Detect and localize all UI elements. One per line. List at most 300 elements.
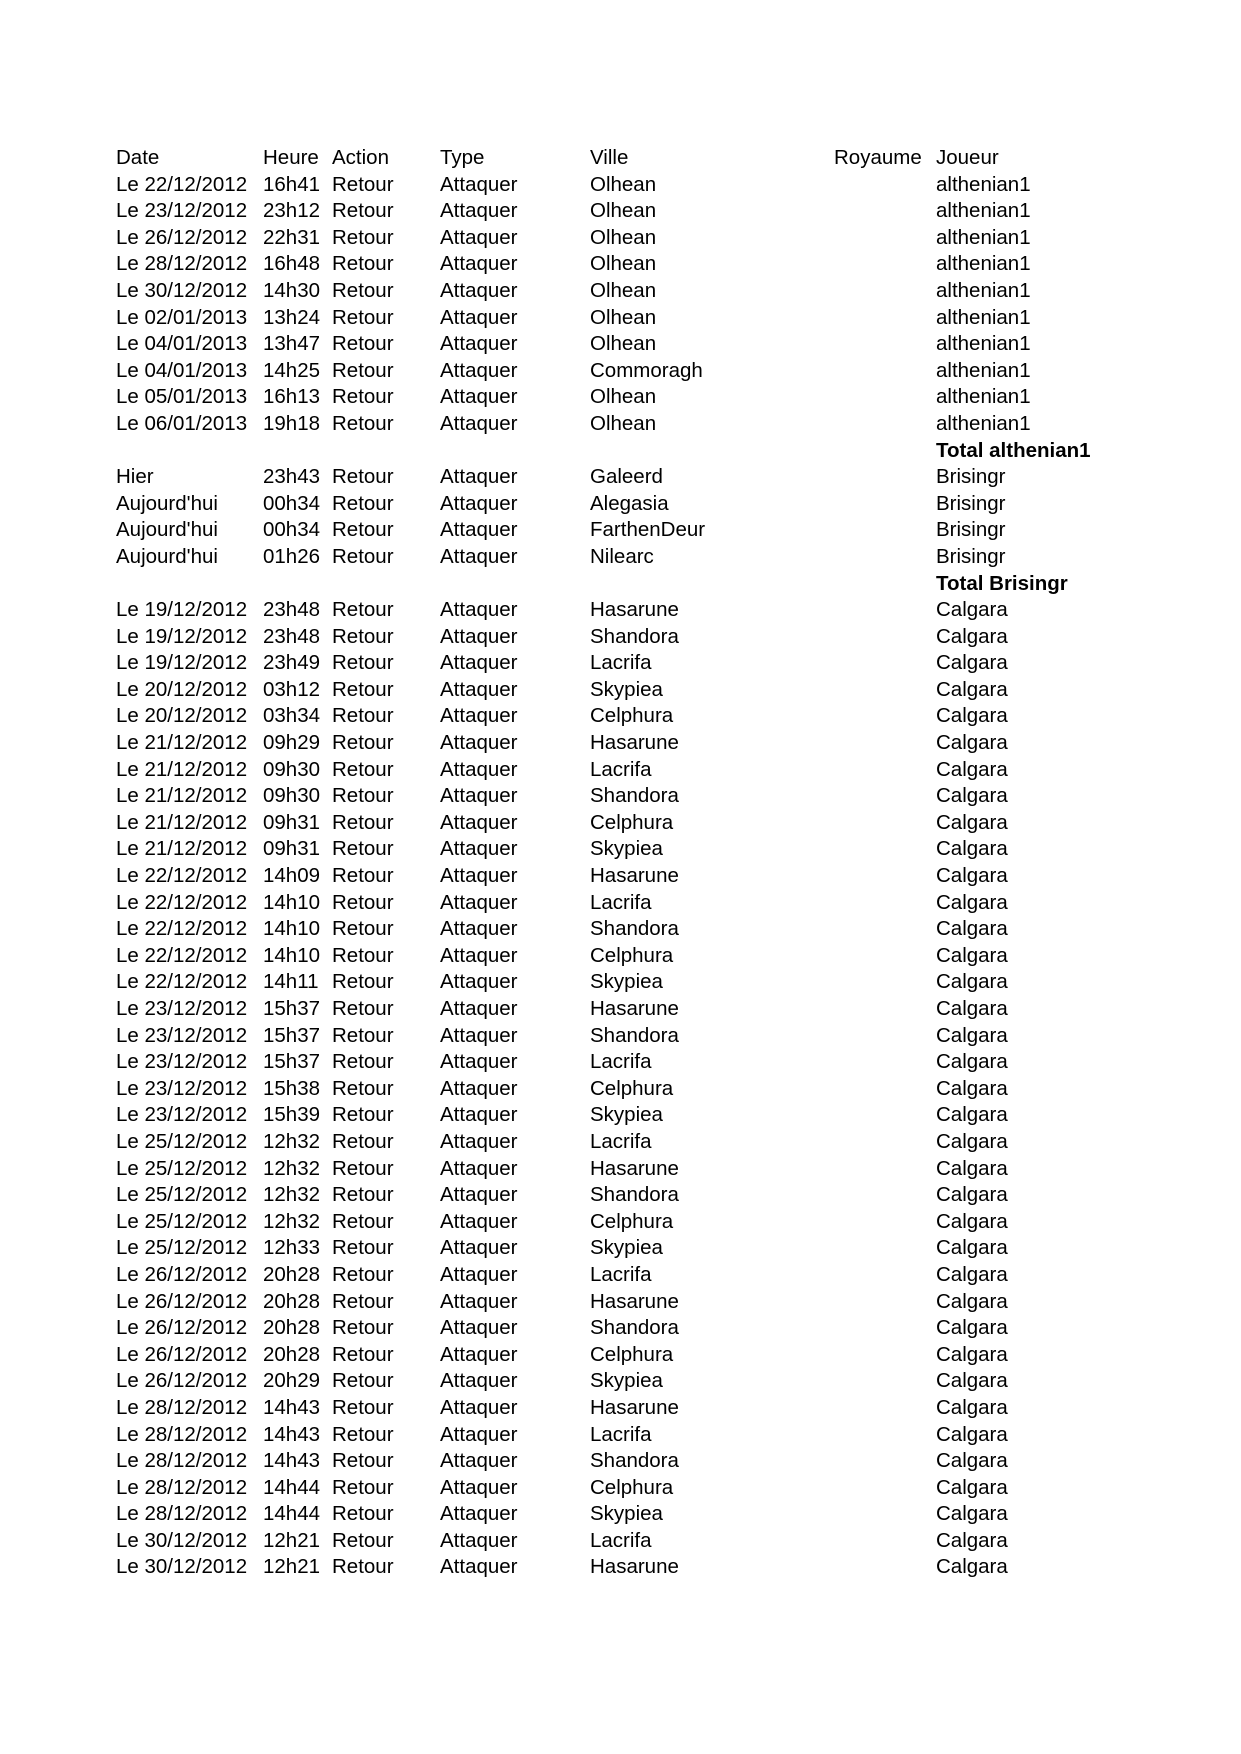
- cell-type: Attaquer: [440, 943, 518, 967]
- cell-joueur: Calgara: [936, 731, 1008, 755]
- cell-action: Retour: [332, 651, 394, 675]
- cell-date: Le 30/12/2012: [116, 1555, 248, 1579]
- cell-type: Attaquer: [440, 651, 518, 675]
- table-row: [116, 757, 1226, 784]
- cell-action: Retour: [332, 332, 394, 356]
- cell-type: Attaquer: [440, 1103, 518, 1127]
- table-row: [116, 1368, 1226, 1395]
- total-row: [116, 438, 1226, 465]
- cell-action: Retour: [332, 1156, 394, 1180]
- cell-heure: 12h33: [263, 1236, 321, 1260]
- cell-type: Attaquer: [440, 305, 518, 329]
- cell-action: Retour: [332, 1129, 394, 1153]
- cell-joueur: Brisingr: [936, 518, 1006, 542]
- cell-heure: 15h39: [263, 1103, 321, 1127]
- cell-heure: 14h09: [263, 864, 321, 888]
- cell-date: Le 21/12/2012: [116, 757, 248, 781]
- cell-action: Retour: [332, 491, 394, 515]
- cell-type: Attaquer: [440, 411, 518, 435]
- cell-action: Retour: [332, 1183, 394, 1207]
- cell-ville: Lacrifa: [590, 1422, 652, 1446]
- cell-joueur: Calgara: [936, 1475, 1008, 1499]
- cell-action: Retour: [332, 1209, 394, 1233]
- cell-ville: Hasarune: [590, 1156, 679, 1180]
- cell-ville: Nilearc: [590, 544, 654, 568]
- cell-joueur: Calgara: [936, 943, 1008, 967]
- cell-type: Attaquer: [440, 890, 518, 914]
- cell-type: Attaquer: [440, 1129, 518, 1153]
- cell-date: Le 30/12/2012: [116, 1528, 248, 1552]
- cell-date: Le 21/12/2012: [116, 731, 248, 755]
- cell-ville: Skypiea: [590, 970, 663, 994]
- cell-heure: 03h34: [263, 704, 321, 728]
- cell-action: Retour: [332, 970, 394, 994]
- cell-joueur: althenian1: [936, 358, 1031, 382]
- cell-action: Retour: [332, 917, 394, 941]
- cell-type: Attaquer: [440, 385, 518, 409]
- cell-action: Retour: [332, 172, 394, 196]
- table-row: [116, 890, 1226, 917]
- cell-heure: 16h41: [263, 172, 321, 196]
- cell-heure: 20h29: [263, 1369, 321, 1393]
- cell-ville: Shandora: [590, 624, 679, 648]
- cell-ville: Olhean: [590, 385, 657, 409]
- cell-ville: Shandora: [590, 917, 679, 941]
- cell-action: Retour: [332, 731, 394, 755]
- cell-type: Attaquer: [440, 1050, 518, 1074]
- total-row: [116, 571, 1226, 598]
- cell-date: Le 19/12/2012: [116, 598, 248, 622]
- cell-joueur: althenian1: [936, 278, 1031, 302]
- cell-type: Attaquer: [440, 465, 518, 489]
- cell-date: Le 26/12/2012: [116, 1316, 248, 1340]
- cell-type: Attaquer: [440, 1369, 518, 1393]
- cell-action: Retour: [332, 1023, 394, 1047]
- table-row: [116, 358, 1226, 385]
- cell-joueur: Calgara: [936, 1555, 1008, 1579]
- table-row: [116, 1475, 1226, 1502]
- cell-joueur: althenian1: [936, 252, 1031, 276]
- cell-ville: Hasarune: [590, 598, 679, 622]
- table-row: [116, 491, 1226, 518]
- cell-joueur: althenian1: [936, 385, 1031, 409]
- table-row: [116, 278, 1226, 305]
- cell-date: Le 28/12/2012: [116, 1502, 248, 1526]
- cell-heure: 23h43: [263, 465, 321, 489]
- cell-joueur: Calgara: [936, 1369, 1008, 1393]
- cell-ville: Shandora: [590, 1316, 679, 1340]
- cell-date: Le 02/01/2013: [116, 305, 248, 329]
- cell-heure: 12h32: [263, 1209, 321, 1233]
- table-row: [116, 1023, 1226, 1050]
- header-date: Date: [116, 146, 160, 169]
- cell-heure: 14h44: [263, 1475, 321, 1499]
- cell-ville: Lacrifa: [590, 1050, 652, 1074]
- cell-type: Attaquer: [440, 677, 518, 701]
- cell-date: Le 04/01/2013: [116, 332, 248, 356]
- cell-date: Le 26/12/2012: [116, 1342, 248, 1366]
- cell-type: Attaquer: [440, 598, 518, 622]
- table-row: [116, 331, 1226, 358]
- cell-action: Retour: [332, 278, 394, 302]
- table-row: [116, 650, 1226, 677]
- table-row: [116, 198, 1226, 225]
- cell-heure: 20h28: [263, 1289, 321, 1313]
- cell-heure: 23h48: [263, 624, 321, 648]
- cell-joueur: Calgara: [936, 970, 1008, 994]
- cell-heure: 16h48: [263, 252, 321, 276]
- cell-action: Retour: [332, 1316, 394, 1340]
- cell-action: Retour: [332, 1369, 394, 1393]
- table-row: [116, 703, 1226, 730]
- cell-ville: Olhean: [590, 172, 657, 196]
- cell-action: Retour: [332, 358, 394, 382]
- header-action: Action: [332, 146, 389, 169]
- cell-ville: Olhean: [590, 305, 657, 329]
- table-row: [116, 996, 1226, 1023]
- cell-ville: Celphura: [590, 1076, 674, 1100]
- table-row: [116, 1049, 1226, 1076]
- table-row: [116, 544, 1226, 571]
- table-row: [116, 411, 1226, 438]
- cell-action: Retour: [332, 1289, 394, 1313]
- total-label: Total Brisingr: [936, 571, 1068, 595]
- cell-heure: 16h13: [263, 385, 321, 409]
- cell-joueur: Calgara: [936, 784, 1008, 808]
- cell-type: Attaquer: [440, 1289, 518, 1313]
- table-row: [116, 783, 1226, 810]
- cell-type: Attaquer: [440, 757, 518, 781]
- cell-type: Attaquer: [440, 1183, 518, 1207]
- cell-action: Retour: [332, 624, 394, 648]
- header-ville: Ville: [590, 146, 629, 169]
- table-row: [116, 517, 1226, 544]
- cell-action: Retour: [332, 1475, 394, 1499]
- cell-heure: 14h43: [263, 1395, 321, 1419]
- cell-action: Retour: [332, 1555, 394, 1579]
- cell-heure: 19h18: [263, 411, 321, 435]
- cell-type: Attaquer: [440, 1316, 518, 1340]
- cell-ville: Skypiea: [590, 1103, 663, 1127]
- cell-ville: Shandora: [590, 1449, 679, 1473]
- cell-date: Le 23/12/2012: [116, 199, 248, 223]
- cell-action: Retour: [332, 757, 394, 781]
- cell-heure: 09h30: [263, 757, 321, 781]
- cell-heure: 14h43: [263, 1449, 321, 1473]
- cell-date: Le 21/12/2012: [116, 784, 248, 808]
- cell-type: Attaquer: [440, 1449, 518, 1473]
- cell-date: Le 22/12/2012: [116, 943, 248, 967]
- cell-date: Le 05/01/2013: [116, 385, 248, 409]
- cell-date: Le 23/12/2012: [116, 997, 248, 1020]
- cell-date: Le 22/12/2012: [116, 890, 248, 914]
- cell-type: Attaquer: [440, 731, 518, 755]
- cell-heure: 00h34: [263, 518, 321, 542]
- table-row: [116, 1289, 1226, 1316]
- cell-date: Le 25/12/2012: [116, 1209, 248, 1233]
- cell-joueur: Calgara: [936, 1023, 1008, 1047]
- cell-action: Retour: [332, 890, 394, 914]
- cell-heure: 14h11: [263, 970, 319, 994]
- cell-action: Retour: [332, 810, 394, 834]
- cell-ville: FarthenDeur: [590, 518, 706, 542]
- cell-type: Attaquer: [440, 1475, 518, 1499]
- cell-heure: 09h31: [263, 837, 321, 861]
- cell-joueur: Calgara: [936, 810, 1008, 834]
- table-row: [116, 1129, 1226, 1156]
- cell-heure: 09h31: [263, 810, 321, 834]
- cell-heure: 14h10: [263, 943, 321, 967]
- cell-ville: Celphura: [590, 1475, 674, 1499]
- cell-date: Le 25/12/2012: [116, 1129, 248, 1153]
- cell-ville: Skypiea: [590, 1236, 663, 1260]
- cell-type: Attaquer: [440, 1262, 518, 1286]
- cell-action: Retour: [332, 465, 394, 489]
- cell-ville: Hasarune: [590, 1395, 679, 1419]
- cell-date: Le 21/12/2012: [116, 837, 248, 861]
- cell-joueur: Calgara: [936, 704, 1008, 728]
- table-row: [116, 1315, 1226, 1342]
- cell-date: Le 23/12/2012: [116, 1103, 248, 1127]
- cell-joueur: Calgara: [936, 1422, 1008, 1446]
- cell-type: Attaquer: [440, 917, 518, 941]
- cell-heure: 03h12: [263, 677, 321, 701]
- cell-date: Le 25/12/2012: [116, 1156, 248, 1180]
- cell-date: Le 19/12/2012: [116, 624, 248, 648]
- cell-action: Retour: [332, 544, 394, 568]
- cell-date: Le 23/12/2012: [116, 1023, 248, 1047]
- cell-joueur: Calgara: [936, 1528, 1008, 1552]
- cell-date: Le 06/01/2013: [116, 411, 248, 435]
- cell-joueur: Calgara: [936, 1209, 1008, 1233]
- cell-type: Attaquer: [440, 1023, 518, 1047]
- cell-ville: Lacrifa: [590, 757, 652, 781]
- cell-joueur: Calgara: [936, 890, 1008, 914]
- cell-joueur: althenian1: [936, 411, 1031, 435]
- cell-ville: Skypiea: [590, 1502, 663, 1526]
- cell-joueur: Calgara: [936, 1129, 1008, 1153]
- cell-type: Attaquer: [440, 1156, 518, 1180]
- cell-ville: Hasarune: [590, 1289, 679, 1313]
- cell-heure: 13h47: [263, 332, 321, 356]
- cell-heure: 15h38: [263, 1076, 321, 1100]
- cell-date: Le 22/12/2012: [116, 864, 248, 888]
- cell-ville: Skypiea: [590, 1369, 663, 1393]
- cell-heure: 15h37: [263, 997, 321, 1020]
- cell-ville: Olhean: [590, 278, 657, 302]
- cell-action: Retour: [332, 1449, 394, 1473]
- cell-action: Retour: [332, 677, 394, 701]
- cell-action: Retour: [332, 1262, 394, 1286]
- cell-type: Attaquer: [440, 1422, 518, 1446]
- cell-action: Retour: [332, 1050, 394, 1074]
- cell-ville: Olhean: [590, 199, 657, 223]
- cell-ville: Olhean: [590, 225, 657, 249]
- table-row: [116, 1262, 1226, 1289]
- cell-ville: Shandora: [590, 784, 679, 808]
- cell-heure: 12h32: [263, 1129, 321, 1153]
- cell-heure: 22h31: [263, 225, 321, 249]
- table-row: [116, 1102, 1226, 1129]
- cell-heure: 20h28: [263, 1262, 321, 1286]
- cell-ville: Shandora: [590, 1023, 679, 1047]
- cell-date: Le 23/12/2012: [116, 1050, 248, 1074]
- table-row: [116, 597, 1226, 624]
- cell-date: Le 25/12/2012: [116, 1236, 248, 1260]
- cell-joueur: Brisingr: [936, 465, 1006, 489]
- cell-action: Retour: [332, 1502, 394, 1526]
- cell-type: Attaquer: [440, 784, 518, 808]
- cell-ville: Shandora: [590, 1183, 679, 1207]
- cell-ville: Celphura: [590, 1342, 674, 1366]
- cell-date: Le 22/12/2012: [116, 917, 248, 941]
- cell-heure: 12h21: [263, 1528, 321, 1552]
- table-row: [116, 1235, 1226, 1262]
- cell-type: Attaquer: [440, 252, 518, 276]
- cell-date: Le 28/12/2012: [116, 252, 248, 276]
- cell-date: Le 28/12/2012: [116, 1422, 248, 1446]
- cell-type: Attaquer: [440, 544, 518, 568]
- cell-joueur: Calgara: [936, 1103, 1008, 1127]
- cell-joueur: Calgara: [936, 757, 1008, 781]
- cell-heure: 14h30: [263, 278, 321, 302]
- cell-heure: 00h34: [263, 491, 321, 515]
- table-row: [116, 677, 1226, 704]
- table-row: [116, 464, 1226, 491]
- cell-type: Attaquer: [440, 1209, 518, 1233]
- cell-joueur: Calgara: [936, 1156, 1008, 1180]
- cell-joueur: Calgara: [936, 837, 1008, 861]
- cell-joueur: Calgara: [936, 1262, 1008, 1286]
- cell-ville: Lacrifa: [590, 1129, 652, 1153]
- cell-type: Attaquer: [440, 518, 518, 542]
- cell-ville: Hasarune: [590, 1555, 679, 1579]
- cell-date: Aujourd'hui: [116, 491, 218, 515]
- header-row: [116, 145, 1226, 172]
- cell-action: Retour: [332, 225, 394, 249]
- cell-action: Retour: [332, 252, 394, 276]
- cell-date: Le 25/12/2012: [116, 1183, 248, 1207]
- cell-joueur: althenian1: [936, 305, 1031, 329]
- cell-date: Le 28/12/2012: [116, 1449, 248, 1473]
- cell-date: Le 19/12/2012: [116, 651, 248, 675]
- cell-joueur: Calgara: [936, 1050, 1008, 1074]
- cell-ville: Olhean: [590, 252, 657, 276]
- cell-joueur: Calgara: [936, 1236, 1008, 1260]
- table-row: [116, 916, 1226, 943]
- cell-ville: Hasarune: [590, 731, 679, 755]
- table-row: [116, 1076, 1226, 1103]
- cell-joueur: althenian1: [936, 172, 1031, 196]
- cell-type: Attaquer: [440, 837, 518, 861]
- cell-action: Retour: [332, 1342, 394, 1366]
- table-row: [116, 1448, 1226, 1475]
- cell-ville: Galeerd: [590, 465, 663, 489]
- cell-joueur: althenian1: [936, 332, 1031, 356]
- cell-ville: Celphura: [590, 810, 674, 834]
- cell-type: Attaquer: [440, 1528, 518, 1552]
- cell-heure: 09h30: [263, 784, 321, 808]
- table-row: [116, 836, 1226, 863]
- table-row: [116, 969, 1226, 996]
- table-row: [116, 1554, 1226, 1581]
- cell-heure: 12h32: [263, 1156, 321, 1180]
- table-row: [116, 1156, 1226, 1183]
- cell-action: Retour: [332, 997, 394, 1020]
- cell-heure: 14h25: [263, 358, 321, 382]
- cell-ville: Lacrifa: [590, 890, 652, 914]
- cell-action: Retour: [332, 199, 394, 223]
- cell-date: Le 26/12/2012: [116, 1369, 248, 1393]
- header-type: Type: [440, 146, 485, 169]
- cell-type: Attaquer: [440, 491, 518, 515]
- cell-date: Le 22/12/2012: [116, 970, 248, 994]
- cell-joueur: Calgara: [936, 864, 1008, 888]
- cell-joueur: Calgara: [936, 677, 1008, 701]
- cell-date: Le 28/12/2012: [116, 1395, 248, 1419]
- cell-joueur: Brisingr: [936, 491, 1006, 515]
- cell-type: Attaquer: [440, 332, 518, 356]
- cell-heure: 20h28: [263, 1342, 321, 1366]
- cell-date: Le 22/12/2012: [116, 172, 248, 196]
- cell-date: Le 26/12/2012: [116, 225, 248, 249]
- cell-joueur: Brisingr: [936, 544, 1006, 568]
- cell-date: Le 21/12/2012: [116, 810, 248, 834]
- cell-ville: Celphura: [590, 1209, 674, 1233]
- cell-heure: 15h37: [263, 1050, 321, 1074]
- cell-heure: 09h29: [263, 731, 321, 755]
- cell-action: Retour: [332, 704, 394, 728]
- cell-ville: Lacrifa: [590, 651, 652, 675]
- cell-date: Le 30/12/2012: [116, 278, 248, 302]
- cell-joueur: Calgara: [936, 1502, 1008, 1526]
- cell-joueur: Calgara: [936, 598, 1008, 622]
- cell-date: Hier: [116, 465, 154, 489]
- cell-date: Le 23/12/2012: [116, 1076, 248, 1100]
- cell-action: Retour: [332, 1395, 394, 1419]
- cell-ville: Skypiea: [590, 837, 663, 861]
- table-row: [116, 172, 1226, 199]
- cell-heure: 23h49: [263, 651, 321, 675]
- cell-ville: Lacrifa: [590, 1262, 652, 1286]
- cell-type: Attaquer: [440, 172, 518, 196]
- cell-heure: 15h37: [263, 1023, 321, 1047]
- cell-date: Aujourd'hui: [116, 518, 218, 542]
- table-row: [116, 1395, 1226, 1422]
- table-row: [116, 1528, 1226, 1555]
- cell-ville: Skypiea: [590, 677, 663, 701]
- cell-type: Attaquer: [440, 997, 518, 1020]
- table-row: [116, 943, 1226, 970]
- cell-heure: 12h21: [263, 1555, 321, 1579]
- header-royaume: Royaume: [834, 146, 922, 169]
- table-row: [116, 305, 1226, 332]
- cell-type: Attaquer: [440, 1395, 518, 1419]
- cell-type: Attaquer: [440, 970, 518, 994]
- cell-joueur: Calgara: [936, 1316, 1008, 1340]
- cell-action: Retour: [332, 784, 394, 808]
- cell-type: Attaquer: [440, 225, 518, 249]
- cell-heure: 13h24: [263, 305, 321, 329]
- cell-ville: Lacrifa: [590, 1528, 652, 1552]
- cell-action: Retour: [332, 1103, 394, 1127]
- cell-date: Aujourd'hui: [116, 544, 218, 568]
- cell-joueur: Calgara: [936, 1183, 1008, 1207]
- cell-joueur: Calgara: [936, 1076, 1008, 1100]
- cell-action: Retour: [332, 305, 394, 329]
- cell-date: Le 26/12/2012: [116, 1262, 248, 1286]
- cell-action: Retour: [332, 837, 394, 861]
